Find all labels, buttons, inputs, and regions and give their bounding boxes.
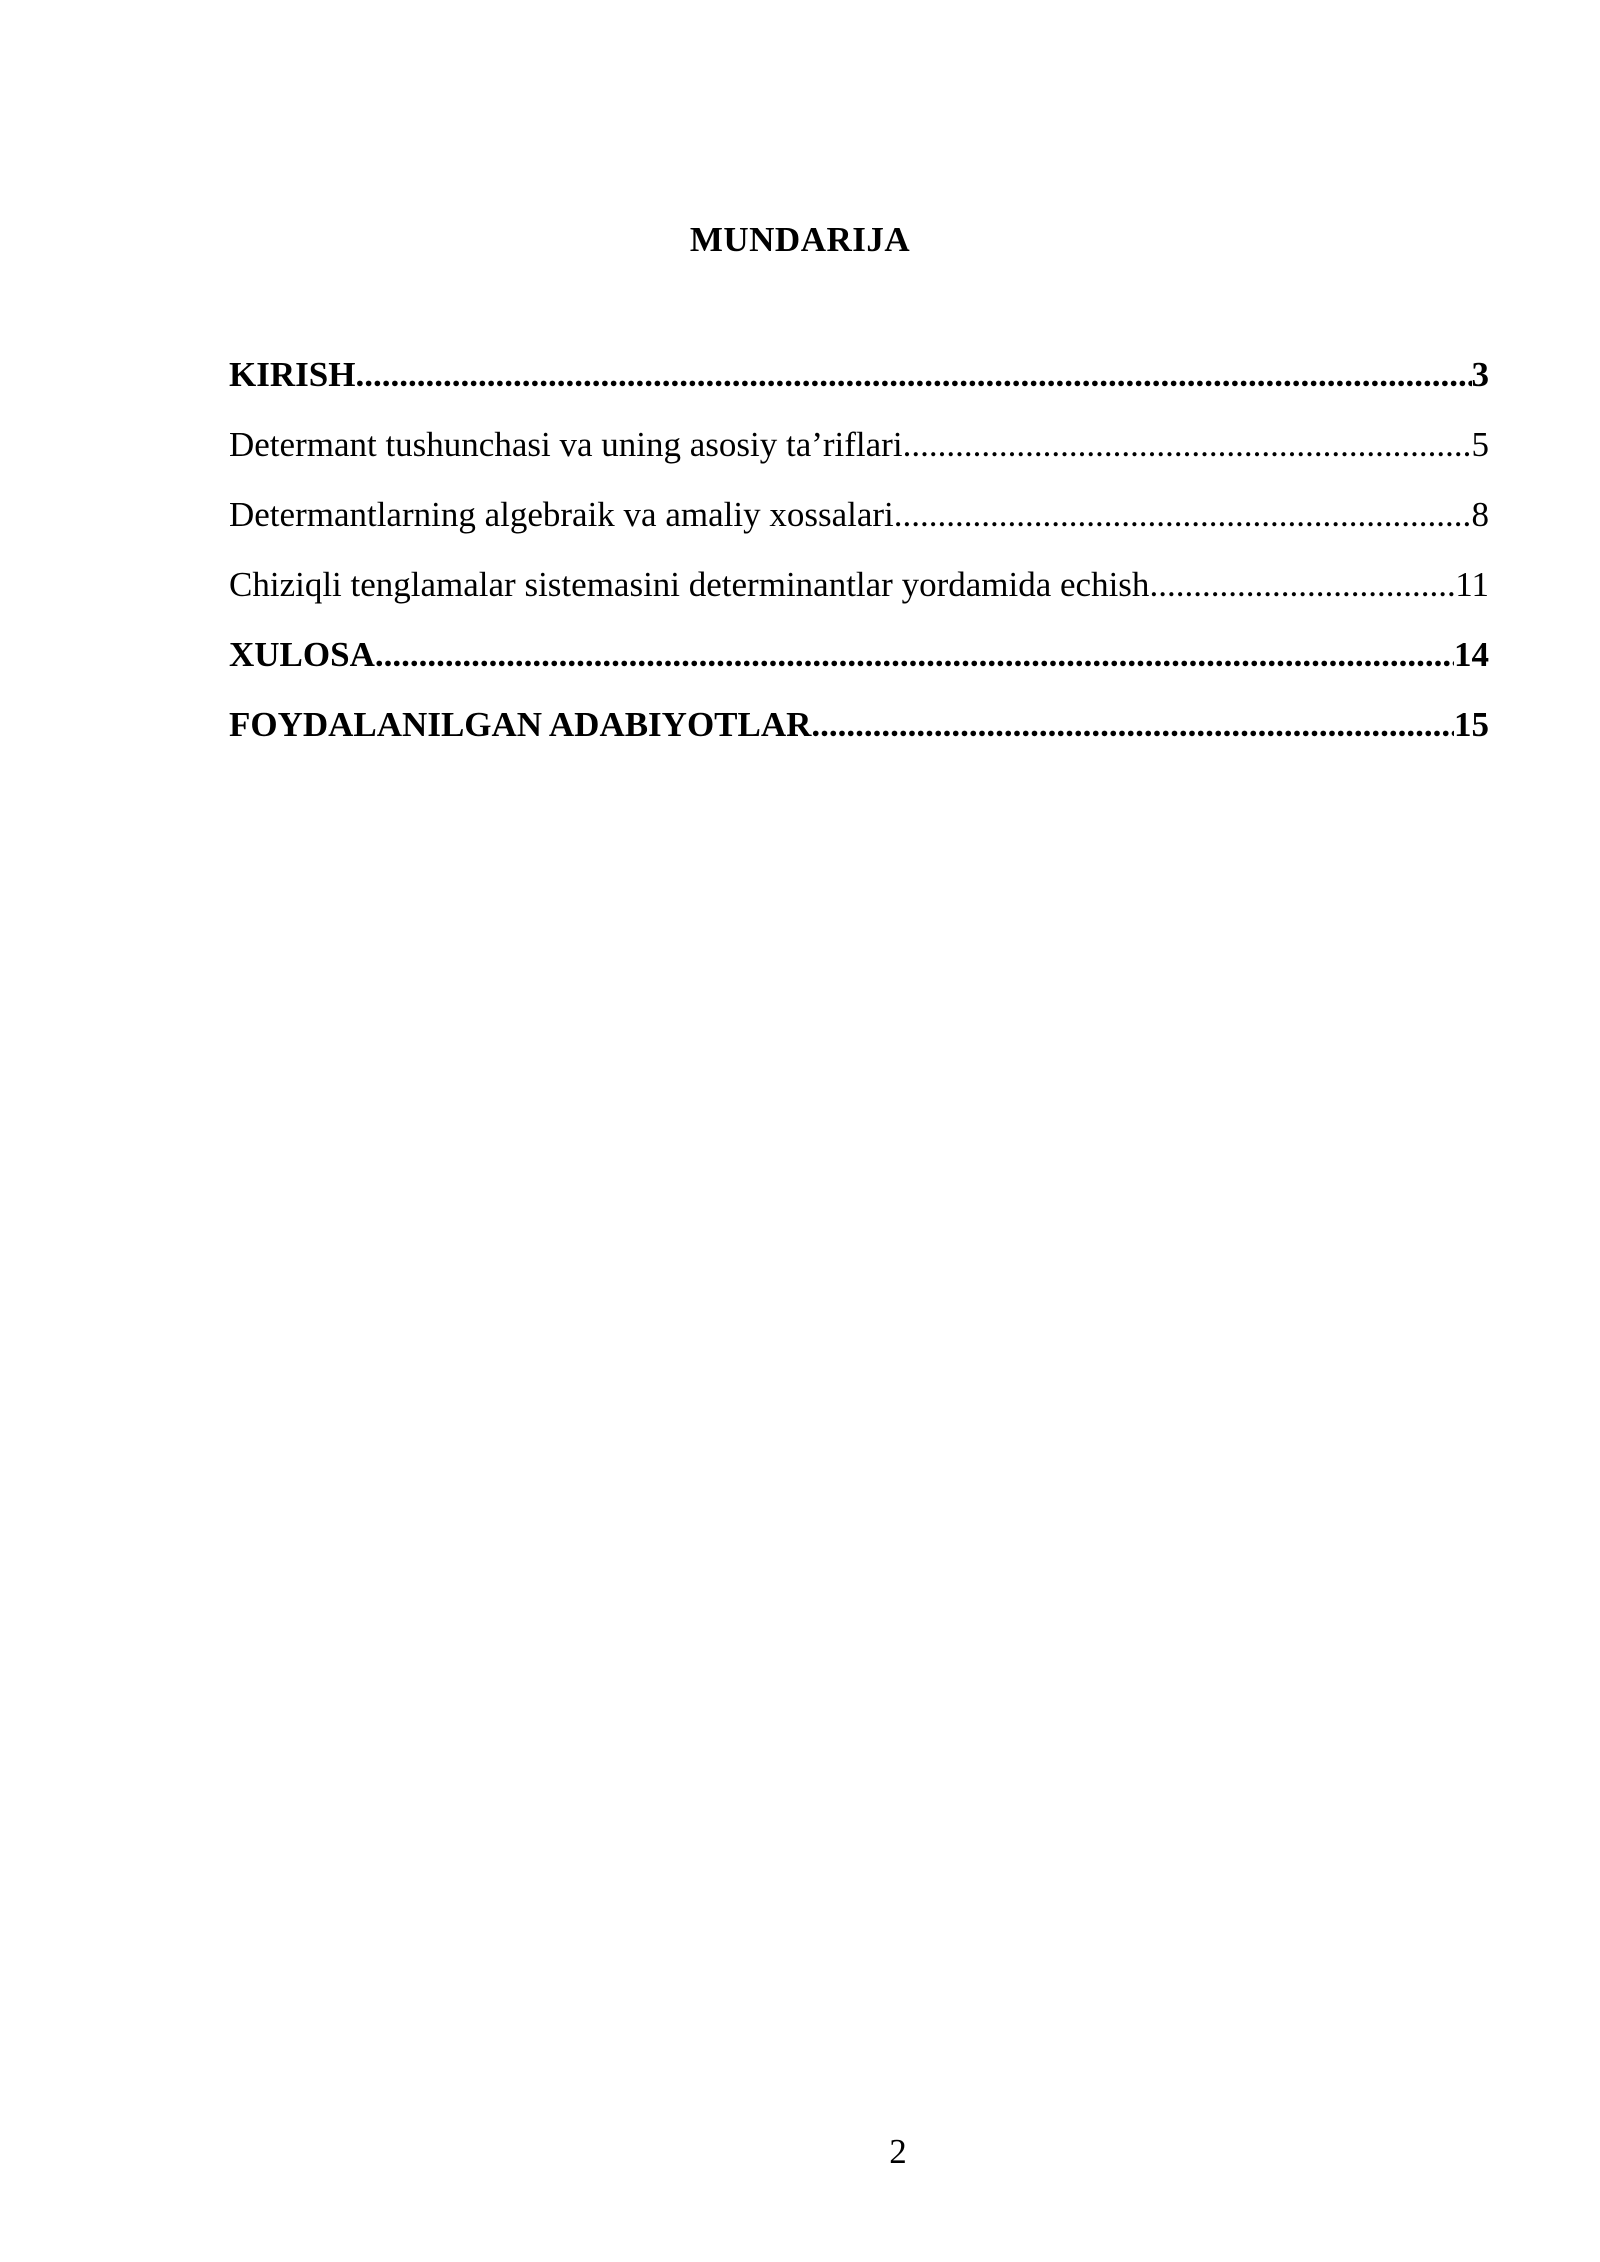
toc-entry-page: 3 [1471, 355, 1489, 394]
table-of-contents [229, 352, 1489, 772]
toc-entry-label: Determantlarning algebraik va amaliy xossalari [229, 495, 894, 534]
toc-entry-chiziqli-tenglamalar[interactable] [229, 562, 1489, 632]
toc-entry-page: 15 [1454, 705, 1489, 744]
toc-entry-page: 11 [1455, 565, 1489, 604]
toc-heading: MUNDARIJA [689, 220, 911, 259]
toc-entry-label: KIRISH [229, 355, 356, 394]
toc-entry-label: XULOSA [229, 635, 375, 674]
toc-dot-leader [903, 422, 1472, 468]
toc-dot-leader [375, 632, 1454, 678]
page-number: 2 [889, 2132, 907, 2171]
toc-entry-kirish[interactable] [229, 352, 1489, 422]
toc-entry-label: Chiziqli tenglamalar sistemasini determinantlar yordamida echish [229, 565, 1150, 604]
toc-dot-leader [811, 702, 1454, 748]
toc-entry-label: FOYDALANILGAN ADABIYOTLAR [229, 705, 812, 744]
toc-entry-xulosa[interactable] [229, 632, 1489, 702]
toc-entry-label: Determant tushunchasi va uning asosiy ta’riflari [229, 425, 903, 464]
toc-entry-foydalanilgan-adabiyotlar[interactable] [229, 702, 1489, 772]
toc-entry-page: 5 [1471, 425, 1489, 464]
toc-entry-determantlarning-xossalari[interactable] [229, 492, 1489, 562]
toc-entry-page: 14 [1454, 635, 1489, 674]
toc-dot-leader [1149, 562, 1455, 608]
toc-dot-leader [355, 352, 1471, 398]
toc-dot-leader [894, 492, 1472, 538]
toc-entry-determant-tushunchasi[interactable] [229, 422, 1489, 492]
toc-entry-page: 8 [1471, 495, 1489, 534]
